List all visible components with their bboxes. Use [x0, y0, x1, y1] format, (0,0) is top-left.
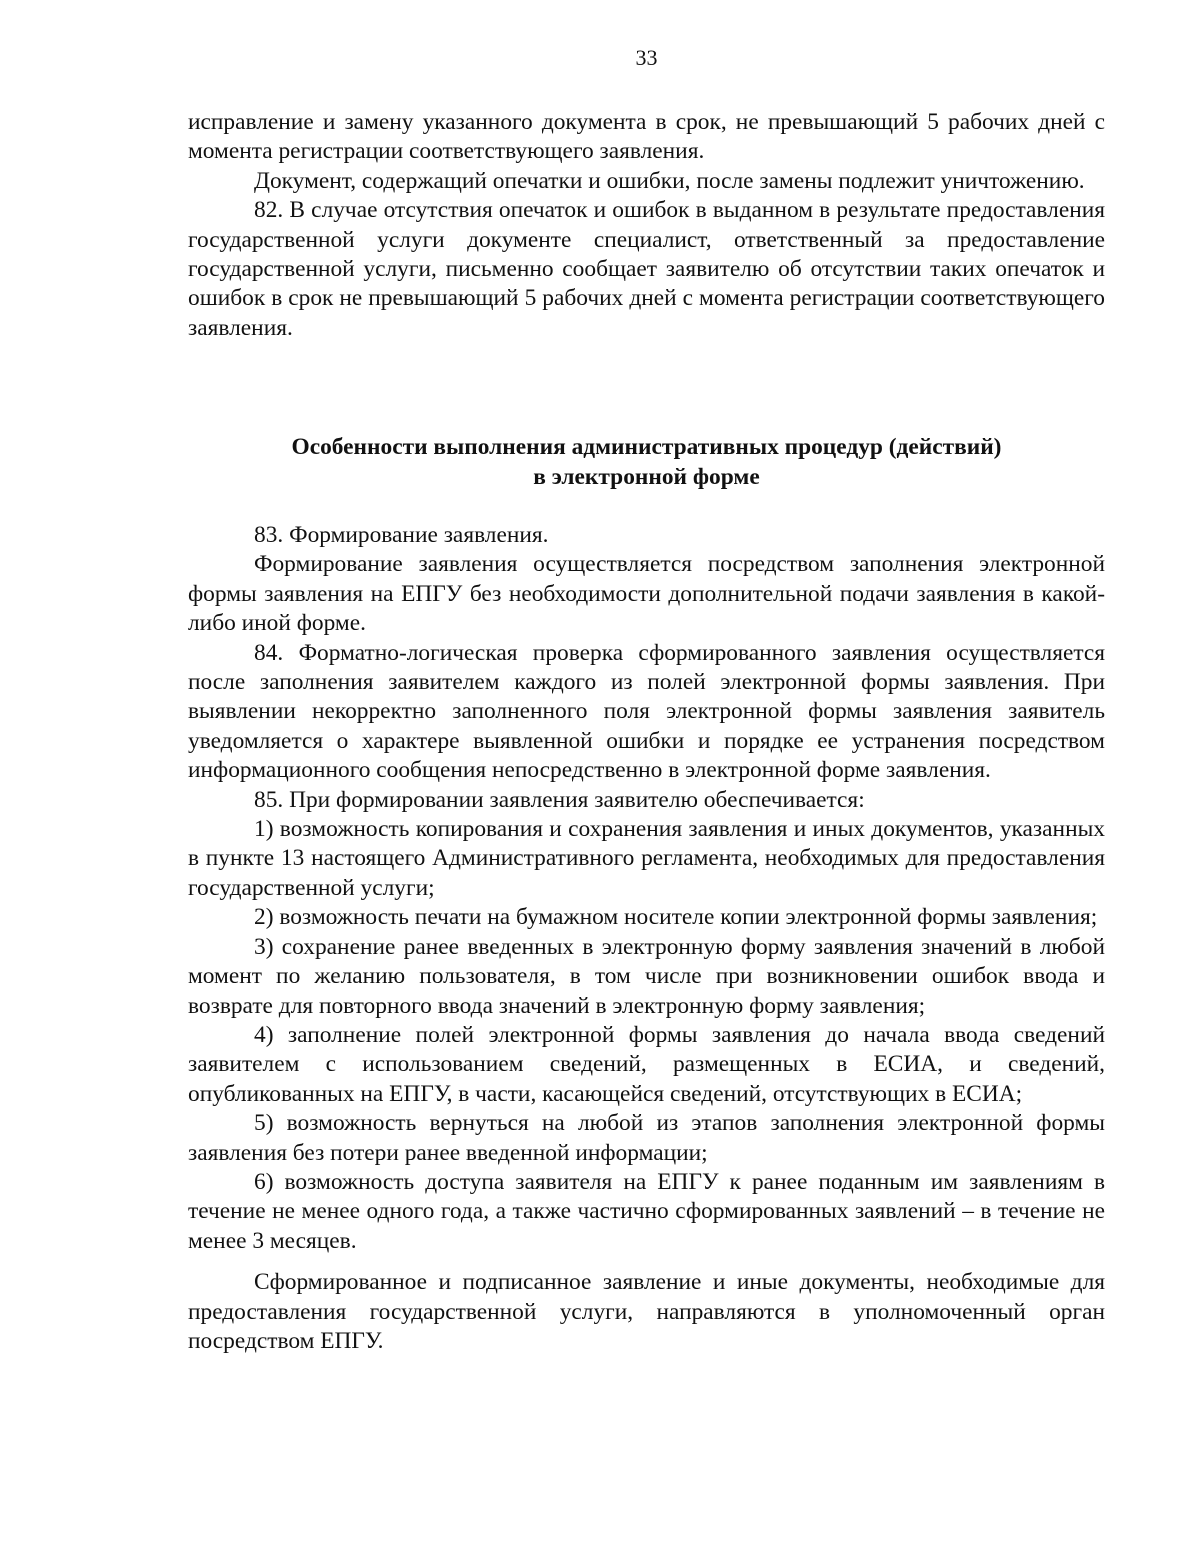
section-heading — [188, 432, 1105, 492]
list-item-4: 4) заполнение полей электронной формы заявления до начала ввода сведений заявителем с использованием сведений, размещенных в ЕСИА, и сведений, опубликованных на ЕПГУ, в части, касающейся сведений, отсутствующих в ЕСИА; — [188, 1021, 1105, 1107]
paragraph-83-text: Формирование заявления осуществляется посредством заполнения электронной формы заявления на ЕПГУ без необходимости дополнительной подачи заявления в какой-либо иной форме. — [188, 551, 1105, 637]
paragraph-83: 83. Формирование заявления. — [254, 522, 549, 548]
list-item-5: 5) возможность вернуться на любой из этапов заполнения электронной формы заявления без потери ранее введенной информации; — [188, 1110, 1105, 1166]
list-item-1: 1) возможность копирования и сохранения заявления и иных документов, указанных в пункте 13 настоящего Административного регламента, необходимых для предоставления государственной услуги; — [188, 816, 1105, 901]
top-text-block — [188, 108, 1105, 343]
page-number: 33 — [635, 45, 658, 70]
paragraph-82: 82. В случае отсутствия опечаток и ошибок в выданном в результате предоставления государственной услуги документе специалист, ответственный за предоставление государственной услуги, письменно сообщает заявителю об отсутствии таких опечаток и ошибок в срок не превышающий 5 рабочих дней с момента регистрации соответствующего заявления. — [188, 197, 1105, 341]
paragraph-84: 84. Форматно-логическая проверка сформированного заявления осуществляется после заполнения заявителем каждого из полей электронной формы заявления. При выявлении некорректно заполненного поля электронной формы заявления заявитель уведомляется о характере выявленной ошибки и порядке ее устранения посредством информационного сообщения непосредственно в электронной форме заявления. — [188, 639, 1105, 784]
section-heading-line-2: в электронной форме — [533, 464, 760, 490]
list-item-3: 3) сохранение ранее введенных в электронную форму заявления значений в любой момент по желанию пользователя, в том числе при возникновении ошибок ввода и возврате для повторного ввода значений в электронную форму заявления; — [188, 933, 1105, 1019]
paragraph-85: 85. При формировании заявления заявителю обеспечивается: — [254, 786, 865, 813]
section-heading-line-1: Особенности выполнения административных процедур (действий) — [291, 434, 1002, 460]
list-item-2: 2) возможность печати на бумажном носителе копии электронной формы заявления; — [254, 904, 1098, 931]
body-text-block — [188, 521, 1105, 1356]
paragraph-document-destruction: Документ, содержащий опечатки и ошибки, после замены подлежит уничтожению. — [254, 167, 1085, 194]
list-item-6: 6) возможность доступа заявителя на ЕПГУ к ранее поданным им заявлениям в течение не менее одного года, а также частично сформированных заявлений – в течение не менее 3 месяцев. — [188, 1168, 1105, 1254]
paragraph-continuation: исправление и замену указанного документа в срок, не превышающий 5 рабочих дней с момента регистрации соответствующего заявления. — [188, 109, 1105, 165]
paragraph-final: Сформированное и подписанное заявление и иные документы, необходимые для предоставления государственной услуги, направляются в уполномоченный орган посредством ЕПГУ. — [188, 1269, 1105, 1354]
